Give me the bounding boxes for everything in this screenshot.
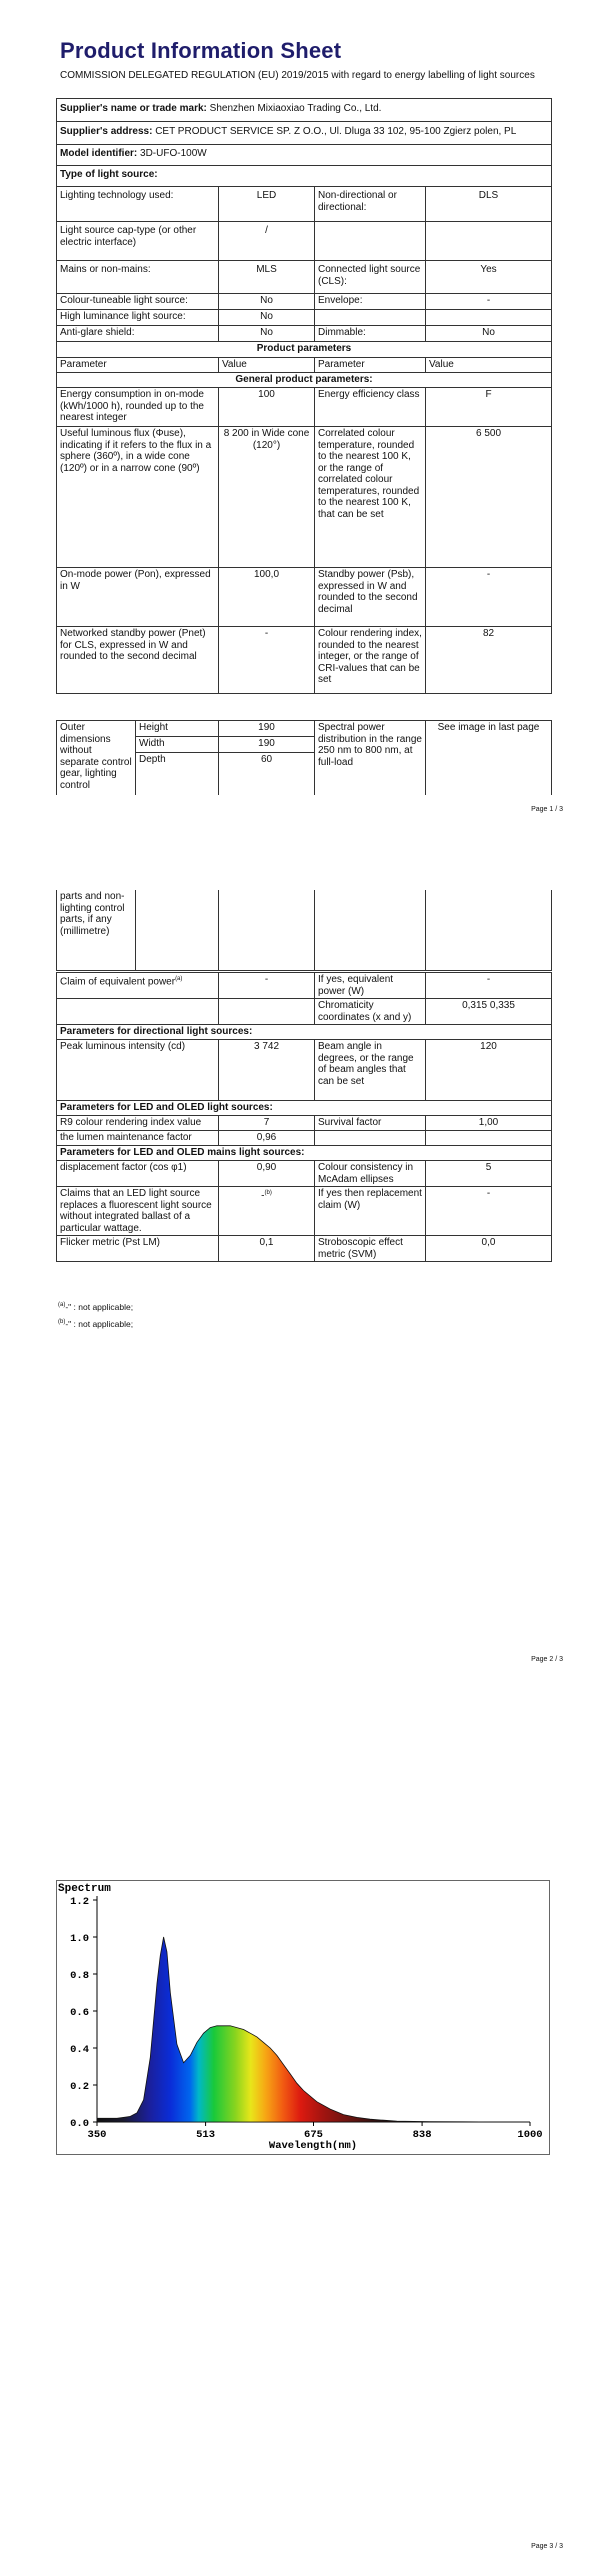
luminous-flux-value: 8 200 in Wide cone (120°) <box>219 427 315 568</box>
general-parameters-heading: General product parameters: <box>57 373 552 388</box>
dim-depth-value: 60 <box>219 753 315 796</box>
chromaticity-label: Chromaticity coordinates (x and y) <box>315 999 426 1025</box>
connected-value: Yes <box>426 261 552 294</box>
envelope-value: - <box>426 294 552 310</box>
model-row <box>57 145 552 166</box>
displacement-factor-value: 0,90 <box>219 1161 315 1187</box>
replacement-claim-label: If yes then replacement claim (W) <box>315 1187 426 1236</box>
flicker-metric-label: Flicker metric (Pst LM) <box>57 1236 219 1262</box>
table-row <box>57 627 552 694</box>
displacement-factor-label: displacement factor (cos φ1) <box>57 1161 219 1187</box>
dim-depth-label: Depth <box>136 753 219 796</box>
stroboscopic-label: Stroboscopic effect metric (SVM) <box>315 1236 426 1262</box>
dimmable-label: Dimmable: <box>315 326 426 342</box>
equivalent-power-claim-value: - <box>219 973 315 999</box>
empty-cell <box>219 890 315 971</box>
table-row <box>57 721 552 737</box>
flicker-metric-value: 0,1 <box>219 1236 315 1262</box>
table-row <box>57 973 552 999</box>
spectrum-chart <box>56 1880 550 2155</box>
empty-cell <box>426 1131 552 1146</box>
footnote-b: $^{(b)}$-" : not applicable; <box>58 1319 134 1329</box>
spectrum-series-area <box>97 1937 530 2122</box>
cri-value: 82 <box>426 627 552 694</box>
table-row <box>57 890 552 971</box>
x-tick-label: 838 <box>412 2129 432 2141</box>
table-row <box>57 1187 552 1236</box>
col-header-value: Value <box>219 358 315 373</box>
table-row <box>57 326 552 342</box>
on-mode-power-label: On-mode power (Pon), expressed in W <box>57 568 219 627</box>
anti-glare-label: Anti-glare shield: <box>57 326 219 342</box>
supplier-address: CET PRODUCT SERVICE SP. Z O.O., Ul. Dluga 33 102, 95-100 Zgierz polen, PL <box>155 126 517 137</box>
table-row <box>57 1236 552 1262</box>
col-header-parameter: Parameter <box>315 358 426 373</box>
page-footer: Page 2 / 3 <box>531 1656 563 1663</box>
table-row <box>57 388 552 427</box>
supplier-address-row <box>57 122 552 145</box>
empty-cell <box>315 890 426 971</box>
networked-standby-value: - <box>219 627 315 694</box>
chart-title: Spectrum <box>58 1883 111 1895</box>
cap-type-label: Light source cap-type (or other electric interface) <box>57 222 219 261</box>
parameters-table <box>56 972 552 1262</box>
table-row <box>57 187 552 222</box>
supplier-name: Shenzhen Mixiaoxiao Trading Co., Ltd. <box>209 103 382 114</box>
on-mode-power-value: 100,0 <box>219 568 315 627</box>
fluorescent-claim-value: -$^{(b)}$ <box>219 1187 315 1236</box>
x-tick-label: 513 <box>196 2129 216 2141</box>
product-info-table <box>56 98 552 694</box>
anti-glare-value: No <box>219 326 315 342</box>
energy-class-value: F <box>426 388 552 427</box>
page-1 <box>0 0 603 820</box>
r9-label: R9 colour rendering index value <box>57 1116 219 1131</box>
regulation-text: COMMISSION DELEGATED REGULATION (EU) 2019/2015 with regard to energy labelling of light sources <box>60 70 535 81</box>
y-tick-label: 1.2 <box>70 1896 89 1908</box>
model-label: Model identifier: <box>60 148 138 159</box>
table-row <box>57 999 552 1025</box>
outer-dimensions-continued: parts and non-lighting control parts, if any (millimetre) <box>57 890 136 971</box>
col-header-value: Value <box>426 358 552 373</box>
footnote-a: $^{(a)}$-" : not applicable; <box>58 1302 134 1312</box>
spectral-value: See image in last page <box>426 721 552 796</box>
y-tick-label: 0.2 <box>70 2081 89 2093</box>
lumen-maintenance-label: the lumen maintenance factor <box>57 1131 219 1146</box>
colour-tuneable-value: No <box>219 294 315 310</box>
x-tick-labels <box>88 2122 543 2141</box>
empty-cell <box>315 222 426 261</box>
equivalent-power-claim-label: Claim of equivalent power$^{(a)}$ <box>57 973 219 999</box>
connected-label: Connected light source (CLS): <box>315 261 426 294</box>
beam-angle-value: 120 <box>426 1040 552 1101</box>
stroboscopic-value: 0,0 <box>426 1236 552 1262</box>
r9-value: 7 <box>219 1116 315 1131</box>
peak-intensity-value: 3 742 <box>219 1040 315 1101</box>
equivalent-power-label: If yes, equivalent power (W) <box>315 973 426 999</box>
outer-dimensions-label: Outer dimensions without separate control gear, lighting control <box>57 721 136 796</box>
empty-cell <box>57 999 219 1025</box>
product-parameters-heading: Product parameters <box>57 342 552 358</box>
table-row <box>57 261 552 294</box>
x-axis-label: Wavelength(nm) <box>268 2140 358 2152</box>
cct-label: Correlated colour temperature, rounded to the nearest 100 K, or the range of correlated colour temperatures, rounded to the nearest 100 K, that can be set <box>315 427 426 568</box>
dimensions-table <box>56 720 552 795</box>
table-row <box>57 427 552 568</box>
y-tick-label: 0.4 <box>70 2044 89 2056</box>
supplier-address-label: Supplier's address: <box>60 126 153 137</box>
energy-consumption-value: 100 <box>219 388 315 427</box>
dimmable-value: No <box>426 326 552 342</box>
survival-factor-label: Survival factor <box>315 1116 426 1131</box>
mains-label: Mains or non-mains: <box>57 261 219 294</box>
table-row <box>57 1131 552 1146</box>
colour-consistency-label: Colour consistency in McAdam ellipses <box>315 1161 426 1187</box>
fluorescent-claim-label: Claims that an LED light source replaces a fluorescent light source without integrated ballast of a particular wattage. <box>57 1187 219 1236</box>
directional-value: DLS <box>426 187 552 222</box>
x-tick-label: 350 <box>87 2129 107 2141</box>
spectrum-svg <box>56 1880 550 2155</box>
lumen-maintenance-value: 0,96 <box>219 1131 315 1146</box>
lighting-technology-label: Lighting technology used: <box>57 187 219 222</box>
x-tick-label: 675 <box>304 2129 323 2141</box>
survival-factor-value: 1,00 <box>426 1116 552 1131</box>
y-tick-label: 0.0 <box>70 2118 89 2130</box>
page-footer: Page 1 / 3 <box>531 806 563 813</box>
empty-cell <box>426 310 552 326</box>
chromaticity-value: 0,315 0,335 <box>426 999 552 1025</box>
replacement-claim-value: - <box>426 1187 552 1236</box>
footnote-b-ref: (b) <box>264 1190 272 1196</box>
empty-cell <box>136 890 219 971</box>
x-tick-label: 1000 <box>517 2129 543 2141</box>
standby-power-label: Standby power (Psb), expressed in W and rounded to the second decimal <box>315 568 426 627</box>
table-row <box>57 1161 552 1187</box>
empty-cell <box>315 1131 426 1146</box>
luminous-flux-label: Useful luminous flux (Φuse), indicating if it refers to the flux in a sphere (360º), in a wide cone (120º) or in a narrow cone (90º) <box>57 427 219 568</box>
y-tick-label: 0.8 <box>70 1970 89 1982</box>
lighting-technology-value: LED <box>219 187 315 222</box>
empty-cell <box>315 310 426 326</box>
cct-value: 6 500 <box>426 427 552 568</box>
energy-consumption-label: Energy consumption in on-mode (kWh/1000 h), rounded up to the nearest integer <box>57 388 219 427</box>
empty-cell <box>426 222 552 261</box>
empty-cell <box>426 890 552 971</box>
page-2 <box>0 820 603 1700</box>
table-row <box>57 568 552 627</box>
y-tick-labels <box>70 1896 97 2130</box>
table-row <box>57 1116 552 1131</box>
high-luminance-value: No <box>219 310 315 326</box>
standby-power-value: - <box>426 568 552 627</box>
peak-intensity-label: Peak luminous intensity (cd) <box>57 1040 219 1101</box>
page-3 <box>0 1700 603 2560</box>
supplier-name-label: Supplier's name or trade mark: <box>60 103 207 114</box>
page-footer: Page 3 / 3 <box>531 2543 563 2550</box>
cri-label: Colour rendering index, rounded to the nearest integer, or the range of CRI-values that can be set <box>315 627 426 694</box>
dim-width-label: Width <box>136 737 219 753</box>
beam-angle-label: Beam angle in degrees, or the range of beam angles that can be set <box>315 1040 426 1101</box>
col-header-parameter: Parameter <box>57 358 219 373</box>
directional-label: Non-directional or directional: <box>315 187 426 222</box>
footnote-a-ref: (a) <box>175 976 183 982</box>
envelope-label: Envelope: <box>315 294 426 310</box>
model-identifier: 3D-UFO-100W <box>140 148 207 159</box>
cap-type-value: / <box>219 222 315 261</box>
colour-tuneable-label: Colour-tuneable light source: <box>57 294 219 310</box>
equivalent-power-value: - <box>426 973 552 999</box>
energy-class-label: Energy efficiency class <box>315 388 426 427</box>
y-tick-label: 1.0 <box>70 1933 89 1945</box>
mains-value: MLS <box>219 261 315 294</box>
supplier-name-row <box>57 99 552 122</box>
table-row <box>57 294 552 310</box>
table-row <box>57 310 552 326</box>
dim-height-value: 190 <box>219 721 315 737</box>
led-parameters-heading: Parameters for LED and OLED light sources: <box>57 1101 552 1116</box>
directional-parameters-heading: Parameters for directional light sources: <box>57 1025 552 1040</box>
high-luminance-label: High luminance light source: <box>57 310 219 326</box>
spectral-label: Spectral power distribution in the range 250 nm to 800 nm, at full-load <box>315 721 426 796</box>
networked-standby-label: Networked standby power (Pnet) for CLS, expressed in W and rounded to the second decimal <box>57 627 219 694</box>
table-row <box>57 1040 552 1101</box>
colour-consistency-value: 5 <box>426 1161 552 1187</box>
dim-height-label: Height <box>136 721 219 737</box>
y-tick-label: 0.6 <box>70 2007 89 2019</box>
dim-width-value: 190 <box>219 737 315 753</box>
empty-cell <box>219 999 315 1025</box>
type-of-light-source-heading: Type of light source: <box>57 166 552 187</box>
page-title: Product Information Sheet <box>60 38 342 63</box>
table-row <box>57 222 552 261</box>
mains-parameters-heading: Parameters for LED and OLED mains light sources: <box>57 1146 552 1161</box>
continued-table <box>56 890 552 971</box>
